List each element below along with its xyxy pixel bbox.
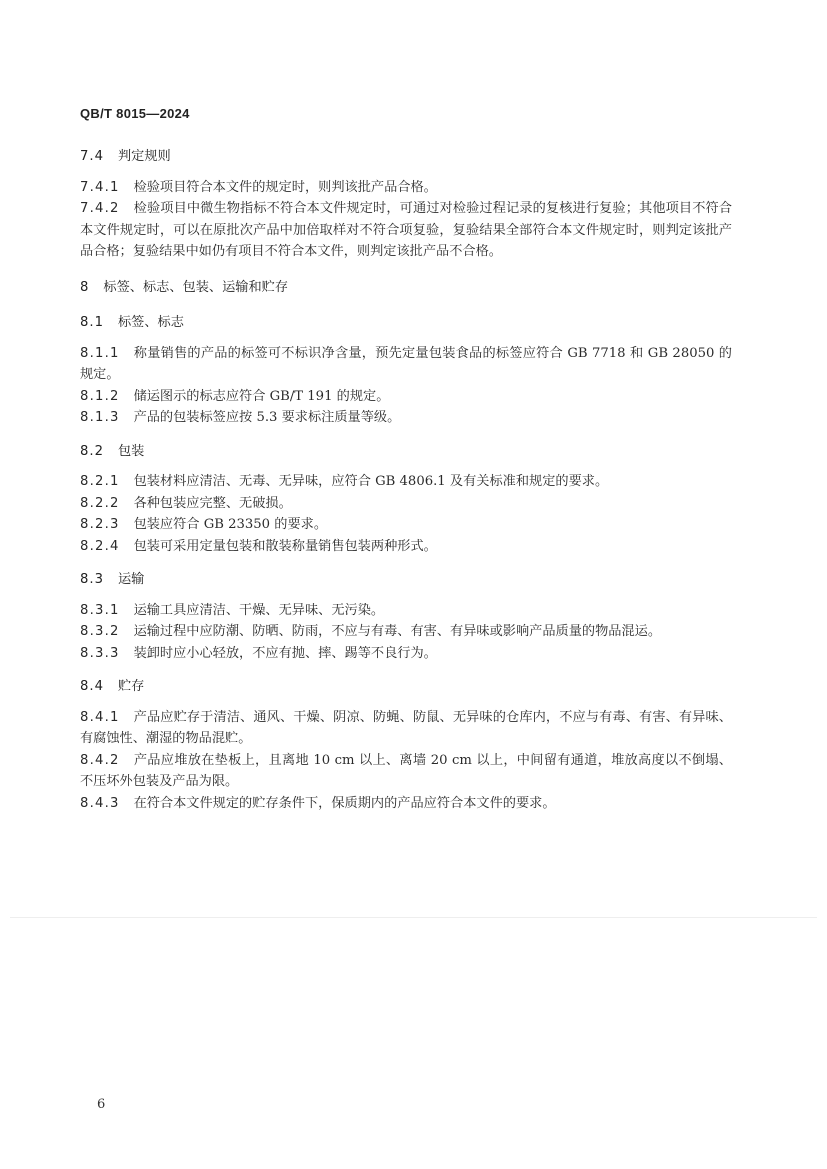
clause-text: 各种包装应完整、无破损。	[133, 495, 292, 511]
clause-number: 8.3.2	[80, 624, 120, 639]
clause	[80, 793, 732, 815]
clause-number: 8.2.3	[80, 517, 120, 532]
clause-number: 8.1.3	[80, 410, 120, 425]
clause	[80, 343, 732, 386]
clause-text: 检验项目符合本文件的规定时，则判该批产品合格。	[133, 179, 437, 195]
clause-text: 产品的包装标签应按 5.3 要求标注质量等级。	[133, 410, 401, 425]
clause-text: 检验项目中微生物指标不符合本文件规定时，可通过对检验过程记录的复核进行复验；其他项目不符合本文件规定时，可以在原批次产品中加倍取样对不符合项复验，复验结果全部符合本文件规定时，则判定该批产品合格；复验结果中如仍有项目不符合本文件，则判定该批产品不合格。	[80, 201, 732, 259]
clause-number: 8.4.3	[80, 795, 120, 811]
clause-number: 8.4.2	[80, 752, 120, 768]
clause-number: 8.3.1	[80, 602, 120, 618]
clause	[80, 177, 732, 199]
section-number: 8.3	[80, 572, 104, 587]
clause-text: 包装可采用定量包装和散装称量销售包装两种形式。	[133, 538, 437, 554]
clause	[80, 600, 732, 622]
section-heading	[80, 146, 732, 168]
clause-text: 运输过程中应防潮、防晒、防雨，不应与有毒、有害、有异味或影响产品质量的物品混运。	[133, 624, 662, 639]
section-title: 包装	[117, 443, 145, 459]
clause-text: 产品应堆放在垫板上，且离地 10 cm 以上、离墙 20 cm 以上，中间留有通道，堆放高度以不倒塌、不压坏外包装及产品为限。	[80, 752, 732, 789]
clause-number: 8.2.2	[80, 495, 120, 511]
clause	[80, 643, 732, 665]
section-title: 判定规则	[117, 149, 171, 164]
section-heading	[80, 676, 732, 698]
clause	[80, 536, 732, 558]
chapter-heading	[80, 277, 732, 299]
clause-text: 产品应贮存于清洁、通风、干燥、阴凉、防蝇、防鼠、无异味的仓库内，不应与有毒、有害、有异味、有腐蚀性、潮湿的物品混贮。	[80, 709, 732, 746]
section-heading	[80, 312, 732, 334]
section-number: 8.2	[80, 443, 104, 459]
clause-text: 装卸时应小心轻放，不应有抛、摔、踢等不良行为。	[133, 645, 437, 661]
clause	[80, 514, 732, 536]
clause-number: 8.2.4	[80, 538, 120, 554]
section-number: 8	[80, 279, 90, 295]
page-number: 6	[97, 1097, 106, 1112]
clause-text: 称量销售的产品的标签可不标识净含量，预先定量包装食品的标签应符合 GB 7718 和 GB 28050 的规定。	[80, 345, 732, 382]
section-number: 8.1	[80, 315, 104, 330]
clause-text: 包装材料应清洁、无毒、无异味，应符合 GB 4806.1 及有关标准和规定的要求。	[133, 474, 609, 489]
section-title: 标签、标志、包装、运输和贮存	[103, 279, 289, 295]
clause	[80, 750, 732, 793]
section-number: 7.4	[80, 149, 104, 164]
clause-text: 包装应符合 GB 23350 的要求。	[133, 517, 328, 532]
section-heading	[80, 569, 732, 591]
section-number: 8.4	[80, 679, 104, 694]
clause	[80, 707, 732, 750]
section-heading	[80, 441, 732, 463]
document-body	[80, 146, 732, 814]
section-title: 贮存	[117, 679, 145, 694]
clause	[80, 198, 732, 263]
clause-number: 7.4.2	[80, 201, 120, 216]
clause-number: 8.1.1	[80, 345, 120, 361]
page-divider	[10, 917, 817, 918]
clause	[80, 493, 732, 515]
clause-number: 8.3.3	[80, 645, 120, 661]
clause-number: 8.4.1	[80, 709, 120, 725]
clause-text: 运输工具应清洁、干燥、无异味、无污染。	[133, 602, 385, 618]
clause	[80, 407, 732, 429]
section-title: 标签、标志	[117, 315, 184, 330]
clause-number: 7.4.1	[80, 179, 120, 195]
clause-number: 8.2.1	[80, 474, 120, 489]
clause-number: 8.1.2	[80, 388, 120, 404]
clause-text: 在符合本文件规定的贮存条件下，保质期内的产品应符合本文件的要求。	[133, 795, 556, 811]
standard-code: QB/T 8015—2024	[80, 106, 190, 121]
section-title: 运输	[117, 572, 145, 587]
clause	[80, 621, 732, 643]
clause	[80, 471, 732, 493]
clause-text: 储运图示的标志应符合 GB/T 191 的规定。	[133, 388, 390, 404]
clause	[80, 386, 732, 408]
